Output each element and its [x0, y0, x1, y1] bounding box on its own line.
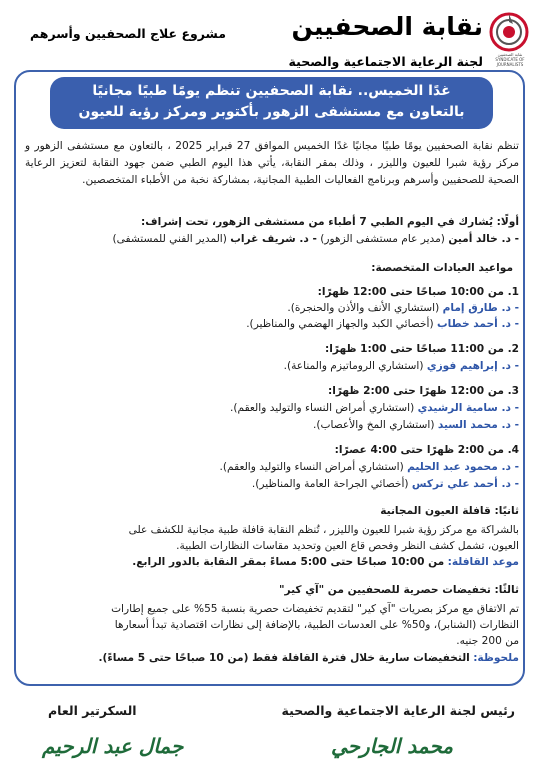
doctor-name: - د. أحمد علي تركس — [411, 478, 519, 490]
doctor-role: (أخصائي الكبد والجهاز الهضمي والمناظير). — [246, 318, 434, 330]
supervisor2-name: - د. شريف غراب — [230, 233, 317, 245]
section3-body-1: تم الاتفاق مع مركز بصريات "آي كير" لتقديم تخفيضات حصرية بنسبة 55% على جميع إطارات — [111, 603, 519, 615]
slot-1-time: 1. من 10:00 صباحًا حتى 12:00 ظهرًا: — [317, 286, 519, 298]
slot-1-doctor-2 — [25, 316, 519, 333]
slot-4-doctor-1 — [25, 459, 519, 476]
title-line-1: غدًا الخميس.. نقابة الصحفيين تنظم يومًا طبيًا مجانيًا — [92, 83, 451, 99]
slot-2-doctor-1 — [25, 358, 519, 375]
doctor-role: (استشاري الأنف والأذن والحنجرة). — [287, 302, 440, 314]
section2-body-1: بالشراكة مع مركز رؤية شبرا للعيون والليزر ، تُنظم النقابة قافلة طبية مجانية للكشف على — [128, 524, 519, 536]
title-banner — [50, 77, 493, 129]
title-line-2: بالتعاون مع مستشفى الزهور بأكتوبر ومركز رؤية للعيون — [78, 104, 465, 120]
note-label: ملحوظة: — [473, 652, 519, 664]
supervisor1-name: - د. خالد أمين — [448, 233, 519, 245]
section3-heading: ثالثًا: تخفيضات حصرية للصحفيين من "آي كير" — [278, 584, 519, 596]
doctor-name: - د. سامية الرشيدي — [417, 402, 519, 414]
doctor-role: (استشاري أمراض النساء والتوليد والعقم). — [219, 461, 404, 473]
doctor-name: - د. أحمد خطاب — [437, 318, 519, 330]
doctor-role: (استشاري أمراض النساء والتوليد والعقم). — [230, 402, 415, 414]
logo-caption-en: SYNDICATE OF JOURNALISTS — [495, 57, 525, 67]
doctor-role: (استشاري الروماتيزم والمناعة). — [283, 360, 424, 372]
supervisor2-role: (المدير الفني للمستشفى) — [112, 233, 227, 245]
logo-caption-ar: نقابة الصحفيين — [497, 52, 523, 57]
doctor-name: - د. طارق إمام — [442, 302, 519, 314]
caravan-time-value: من 10:00 صباحًا حتى 5:00 مساءً بمقر النقابة بالدور الرابع. — [132, 556, 445, 568]
letterhead — [0, 0, 543, 80]
committee-head-signature: محمد الجارحي — [331, 734, 453, 758]
section3-body-3: من 200 جنيه. — [456, 635, 519, 647]
syndicate-name: نقابة الصحفيين — [291, 12, 483, 41]
slot-3-doctor-2 — [25, 417, 519, 434]
secretary-general-signature: جمال عبد الرحيم — [42, 734, 184, 758]
section2-heading: ثانيًا: قافلة العيون المجانية — [380, 505, 519, 517]
supervisor1-role: (مدير عام مستشفى الزهور) — [320, 233, 445, 245]
syndicate-logo-icon — [489, 12, 529, 52]
caravan-time-label: موعد القافلة: — [447, 556, 519, 568]
section3-body-2: النظارات (الشنابر)، و50% على العدسات الطبية، بالإضافة إلى نظارات اقتصادية تبدأ أسعارها — [114, 619, 519, 631]
caravan-time-line — [25, 554, 519, 571]
note-value: التخفيضات سارية خلال فترة القافلة فقط (من 10 صباحًا حتى 5 مساءً). — [98, 652, 470, 664]
slot-4-time: 4. من 2:00 ظهرًا حتى 4:00 عصرًا: — [334, 444, 519, 456]
committee-name: لجنة الرعاية الاجتماعية والصحية — [288, 54, 483, 69]
project-name: مشروع علاج الصحفيين وأسرهم — [30, 26, 226, 41]
doctor-role: (أخصائي الجراحة العامة والمناظير). — [251, 478, 409, 490]
doctor-role: (استشاري المخ والأعصاب). — [313, 419, 435, 431]
doctor-name: - د. محمد السيد — [437, 419, 519, 431]
intro-paragraph: تنظم نقابة الصحفيين يومًا طبيًا مجانيًا غدًا الخميس الموافق 27 فبراير 2025 ، بالتعاون مع مستشفى الزهور و مركز رؤية شبرا للعيون والليزر ، وذلك بمقر النقابة، يأتي هذا اليوم الطبي ضمن جهود النقابة لتعزيز الرعاية الصحية للصحفيين وأسرهم وبرنامج الفعاليات الطبية المجانية، بمشاركة نخبة من الأطباء المتخصصين. — [25, 140, 520, 186]
section1-heading: أولًا: يُشارك في اليوم الطبي 7 أطباء من مستشفى الزهور، تحت إشراف: — [141, 216, 519, 228]
note-line — [25, 650, 519, 667]
slot-3-doctor-1 — [25, 400, 519, 417]
doctor-name: - د. محمود عبد الحليم — [407, 461, 519, 473]
logo-caption — [489, 52, 531, 67]
doctor-name: - د. إبراهيم فوزي — [426, 360, 519, 372]
committee-head-title: رئيس لجنة الرعاية الاجتماعية والصحية — [281, 703, 515, 718]
slot-2-time: 2. من 11:00 صباحًا حتى 1:00 ظهرًا: — [325, 343, 519, 355]
supervisors-line — [25, 231, 519, 248]
slot-1-doctor-1 — [25, 300, 519, 317]
secretary-general-title: السكرتير العام — [48, 703, 137, 718]
section2-body-2: العيون، تشمل كشف النظر وفحص قاع العين وتحديد مقاسات النظارات الطبية. — [176, 540, 519, 552]
clinics-heading: مواعيد العيادات المتخصصة: — [371, 262, 513, 274]
slot-4-doctor-2 — [25, 476, 519, 493]
slot-3-time: 3. من 12:00 ظهرًا حتى 2:00 ظهرًا: — [327, 385, 519, 397]
